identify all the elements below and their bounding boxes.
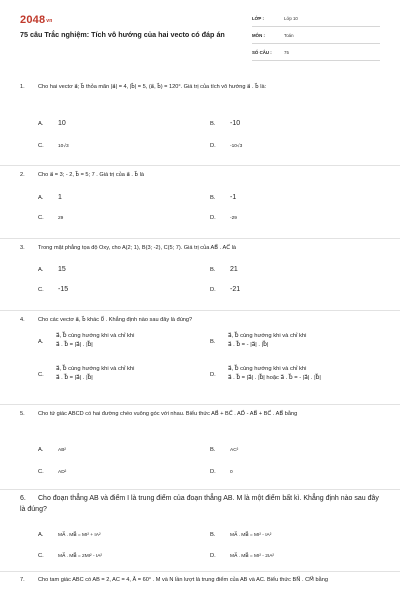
option-letter: C. — [38, 287, 44, 293]
question-text: Cho a⃗ = 3; - 2, b⃗ = 5; 7 . Giá trị của a⃗ . b⃗ là — [38, 172, 144, 178]
option-letter: C. — [38, 553, 44, 559]
option-text: -15 — [58, 286, 69, 293]
option-text: AC² — [230, 448, 239, 453]
question-number: 4. — [20, 317, 25, 323]
option-letter: B. — [210, 532, 216, 538]
option-letter: C. — [38, 469, 44, 475]
document-header — [0, 0, 400, 68]
answer-option-c[interactable] — [38, 285, 68, 295]
question-stem — [20, 83, 380, 92]
meta-label: LỚP : — [252, 16, 264, 21]
question-item — [0, 78, 400, 165]
answer-option-a[interactable] — [38, 119, 66, 129]
question-number: 1. — [20, 84, 25, 90]
option-letter: A. — [38, 532, 44, 538]
answer-option-d[interactable] — [210, 285, 240, 295]
answer-option-b[interactable] — [210, 193, 236, 203]
option-letter: D. — [210, 215, 216, 221]
option-formula: a⃗ . b⃗ = |a⃗| . |b⃗| — [56, 374, 93, 381]
option-text: AD² — [58, 470, 67, 475]
question-stem — [20, 244, 380, 253]
option-formula: a⃗ . b⃗ = |a⃗| . |b⃗| hoặc a⃗ . b⃗ = - |a⃗| . |b⃗| — [228, 374, 321, 381]
option-letter: D. — [210, 469, 216, 475]
question-item — [0, 165, 400, 238]
option-text: -21 — [230, 286, 241, 293]
question-text: Cho đoạn thẳng AB và điểm I là trung điểm của đoạn thẳng AB. M là một điểm bất kì. Khẳng định nào sau đây là đúng? — [20, 495, 379, 513]
option-text: MA⃗ . MB⃗ = MI² + IA² — [58, 533, 101, 538]
question-list — [0, 78, 400, 600]
option-text: 10 — [58, 120, 66, 127]
answer-option-b[interactable] — [210, 265, 238, 275]
meta-row-question-count — [252, 47, 380, 61]
option-letter: D. — [210, 287, 216, 293]
option-text: 29 — [58, 216, 64, 221]
option-text: 10√3 — [58, 144, 69, 149]
meta-row-class — [252, 13, 380, 27]
meta-value: Lớp 10 — [284, 16, 298, 21]
option-letter: B. — [210, 447, 216, 453]
question-item — [0, 404, 400, 489]
answer-option-b[interactable] — [210, 531, 271, 540]
option-letter: B. — [210, 267, 216, 273]
answer-option-a[interactable] — [38, 531, 101, 540]
option-letter: C. — [38, 143, 44, 149]
answer-option-d[interactable] — [210, 214, 237, 223]
document-meta — [252, 13, 380, 64]
site-logo[interactable] — [20, 14, 53, 26]
option-letter: D. — [210, 143, 216, 149]
option-text: -1 — [230, 194, 237, 201]
question-text: Trong mặt phẳng tọa độ Oxy, cho A(2; 1), B(3; -2), C(5; 7). Giá trị của AB⃗ . AC⃗ là — [38, 245, 237, 251]
option-text: a⃗, b⃗ cùng hướng khi và chỉ khi — [228, 366, 307, 372]
option-text: AB² — [58, 448, 66, 453]
question-text: Cho các vectơ a⃗, b⃗ khác 0⃗ . Khẳng định nào sau đây là đúng? — [38, 317, 193, 323]
option-letter: A. — [38, 121, 44, 127]
question-text: Cho tứ giác ABCD có hai đường chéo vuông góc với nhau. Biểu thức AB⃗ + BC⃗ . AD⃗ - AB⃗ + BC⃗ . AB⃗ bằng — [38, 411, 298, 417]
option-letter: D. — [210, 553, 216, 559]
option-text: 21 — [230, 266, 238, 273]
option-letter: A. — [38, 195, 44, 201]
option-text: a⃗, b⃗ cùng hướng khi và chỉ khi — [228, 333, 307, 339]
option-text: MA⃗ . MB⃗ = 2MI² - IA² — [58, 554, 103, 559]
question-stem — [20, 316, 380, 325]
option-letter: C. — [38, 215, 44, 221]
option-text: 0 — [230, 470, 233, 475]
answer-option-a[interactable] — [38, 193, 62, 203]
option-formula: a⃗ . b⃗ = |a⃗| . |b⃗| — [56, 341, 93, 348]
option-letter: C. — [38, 372, 44, 378]
option-text: -10 — [230, 120, 241, 127]
document-title: 75 câu Trắc nghiệm: Tích vô hướng của hai vecto có đáp án — [20, 30, 225, 39]
option-text: MA⃗ . MB⃗ = MI² - IA² — [230, 533, 272, 538]
option-letter: A. — [38, 339, 44, 345]
logo-text: 2048 — [20, 14, 46, 26]
option-text: -29 — [230, 216, 237, 221]
option-formula: a⃗ . b⃗ = - |a⃗| . |b⃗| — [228, 341, 269, 348]
option-text: -10√3 — [230, 144, 243, 149]
question-text: Cho tam giác ABC có AB = 2, AC = 4, Â = 60° . M và N lần lượt là trung điểm của AB và AC. Biểu thức BN⃗ . CM⃗ bằng — [38, 577, 328, 583]
option-letter: D. — [210, 372, 216, 378]
option-text: MA⃗ . MB⃗ = MI² - 2IA² — [230, 554, 275, 559]
answer-option-a[interactable] — [38, 446, 66, 455]
option-letter: B. — [210, 195, 216, 201]
option-text: 15 — [58, 266, 66, 273]
answer-option-b[interactable] — [210, 446, 238, 455]
question-item — [0, 489, 400, 571]
question-text: Cho hai vectơ a⃗; b⃗ thỏa mãn |a⃗| = 4, |b⃗| = 5, (a⃗, b⃗) = 120°. Giá trị của tích vô hướng a⃗ . b⃗ là: — [38, 84, 267, 90]
answer-option-d[interactable] — [210, 468, 233, 477]
meta-value: Toán — [284, 33, 294, 38]
question-item — [0, 310, 400, 404]
question-stem — [20, 494, 380, 515]
question-item — [0, 571, 400, 600]
answer-option-b[interactable] — [210, 119, 240, 129]
answer-option-c[interactable] — [38, 468, 66, 477]
logo-suffix: vn — [46, 18, 53, 24]
question-number: 3. — [20, 245, 25, 251]
option-text: a⃗, b⃗ cùng hướng khi và chỉ khi — [56, 333, 135, 339]
meta-label: SỐ CÂU : — [252, 50, 272, 55]
meta-row-subject — [252, 30, 380, 44]
option-letter: B. — [210, 121, 216, 127]
answer-option-c[interactable] — [38, 552, 102, 561]
question-stem — [20, 410, 380, 419]
question-number: 6. — [20, 495, 26, 502]
answer-option-c[interactable] — [38, 214, 63, 223]
answer-option-a[interactable] — [38, 265, 66, 275]
option-text: 1 — [58, 194, 62, 201]
option-letter: B. — [210, 339, 216, 345]
option-text: a⃗, b⃗ cùng hướng khi và chỉ khi — [56, 366, 135, 372]
option-letter: A. — [38, 447, 44, 453]
answer-option-d[interactable] — [210, 142, 242, 151]
answer-option-c[interactable] — [38, 142, 69, 151]
meta-value: 75 — [284, 50, 289, 55]
question-number: 2. — [20, 172, 25, 178]
answer-option-d[interactable] — [210, 552, 274, 561]
question-stem — [20, 171, 380, 180]
question-number: 7. — [20, 577, 25, 583]
question-number: 5. — [20, 411, 25, 417]
option-letter: A. — [38, 267, 44, 273]
meta-label: MÔN : — [252, 33, 265, 38]
question-stem — [20, 576, 380, 585]
question-item — [0, 238, 400, 310]
